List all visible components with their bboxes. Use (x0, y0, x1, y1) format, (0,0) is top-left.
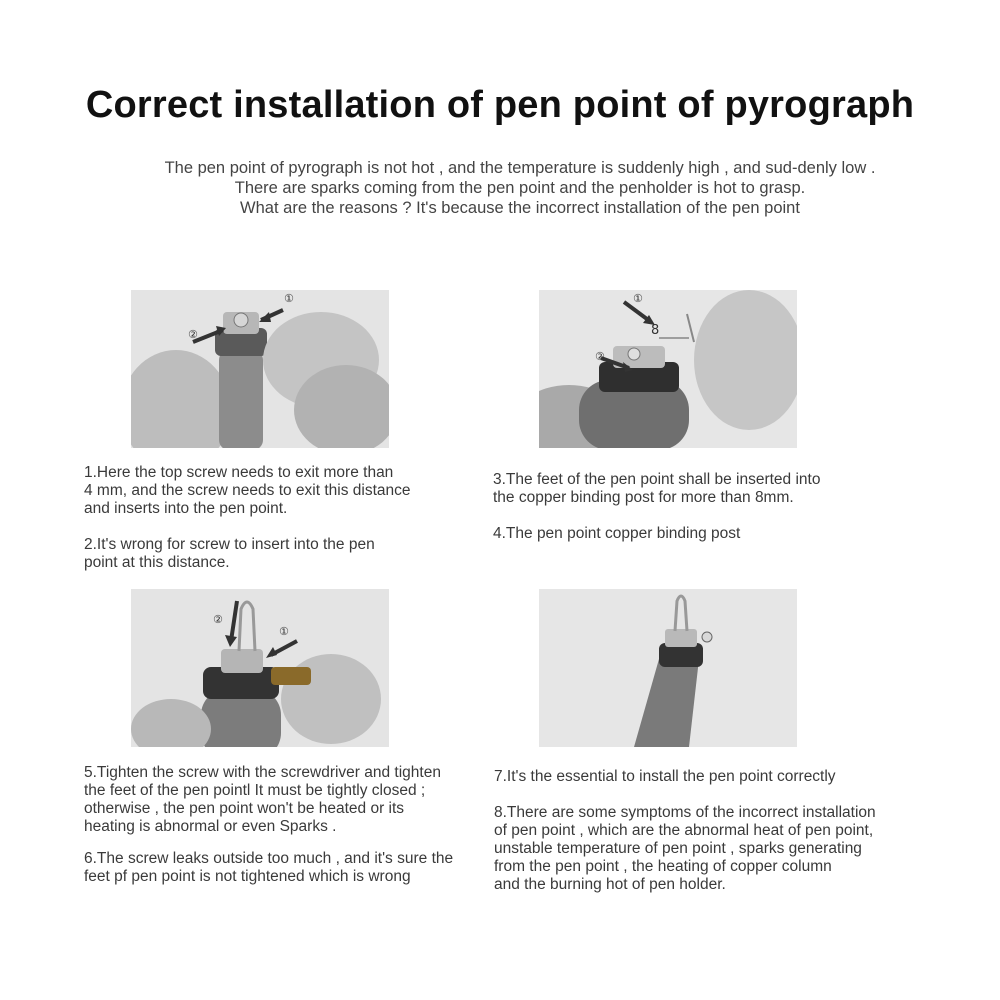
caption-block-2 (493, 471, 933, 543)
pyrograph-top-screw-image (131, 290, 389, 448)
caption-line: 6.The screw leaks outside too much , and it's sure the (84, 850, 454, 867)
caption-step-3 (493, 471, 933, 507)
caption-line: 7.It's the essential to install the pen point correctly (494, 768, 836, 785)
pyrograph-installed-image (539, 589, 797, 747)
caption-block-3 (84, 764, 494, 886)
caption-line: and inserts into the pen point. (84, 500, 288, 517)
photo-step-3 (131, 589, 389, 747)
caption-line: point at this distance. (84, 554, 230, 571)
photo-step-4 (539, 589, 797, 747)
caption-step-1 (84, 464, 504, 518)
marker-1: ① (284, 292, 294, 305)
caption-line: 1.Here the top screw needs to exit more than (84, 464, 394, 481)
page-title: Correct installation of pen point of pyrograph (85, 84, 915, 126)
caption-line: heating is abnormal or even Sparks . (84, 818, 337, 835)
photo-step-1 (131, 290, 389, 448)
intro-line: There are sparks coming from the pen point and the penholder is hot to grasp. (234, 179, 806, 197)
caption-step-2 (84, 536, 504, 572)
marker-1: ① (279, 625, 289, 638)
marker-2: ② (213, 613, 223, 626)
size-label: 8 (651, 323, 660, 338)
caption-line: 5.Tighten the screw with the screwdriver and tighten (84, 764, 441, 781)
caption-line: of pen point , which are the abnormal heat of pen point, (494, 822, 874, 839)
caption-line: 8.There are some symptoms of the incorrect installation (494, 804, 876, 821)
caption-step-5 (84, 764, 494, 836)
photo-step-2 (539, 290, 797, 448)
caption-line: 4 mm, and the screw needs to exit this distance (84, 482, 411, 499)
caption-line: 2.It's wrong for screw to insert into the pen (84, 536, 375, 553)
caption-block-1 (84, 464, 504, 572)
caption-line: from the pen point , the heating of copper column (494, 858, 832, 875)
caption-line: otherwise , the pen point won't be heated or its (84, 800, 405, 817)
caption-line: the copper binding post for more than 8mm. (493, 489, 794, 506)
caption-line: 4.The pen point copper binding post (493, 525, 741, 542)
caption-block-4 (494, 768, 954, 894)
caption-step-8 (494, 804, 954, 894)
caption-line: and the burning hot of pen holder. (494, 876, 726, 893)
caption-line: the feet of the pen pointl It must be tightly closed ; (84, 782, 426, 799)
intro-text (60, 158, 980, 218)
pyrograph-screwdriver-image (131, 589, 389, 747)
caption-step-6 (84, 850, 494, 886)
pyrograph-binding-post-image (539, 290, 797, 448)
marker-1: ① (633, 292, 643, 305)
intro-line: The pen point of pyrograph is not hot , and the temperature is suddenly high , and sud-denly low . (164, 159, 876, 177)
caption-line: feet pf pen point is not tightened which is wrong (84, 868, 411, 885)
caption-line: 3.The feet of the pen point shall be inserted into (493, 471, 821, 488)
marker-2: ② (595, 350, 605, 363)
caption-step-7 (494, 768, 954, 786)
caption-line: unstable temperature of pen point , sparks generating (494, 840, 862, 857)
caption-step-4 (493, 525, 933, 543)
intro-line: What are the reasons ? It's because the incorrect installation of the pen point (240, 199, 800, 217)
marker-2: ② (188, 328, 198, 341)
